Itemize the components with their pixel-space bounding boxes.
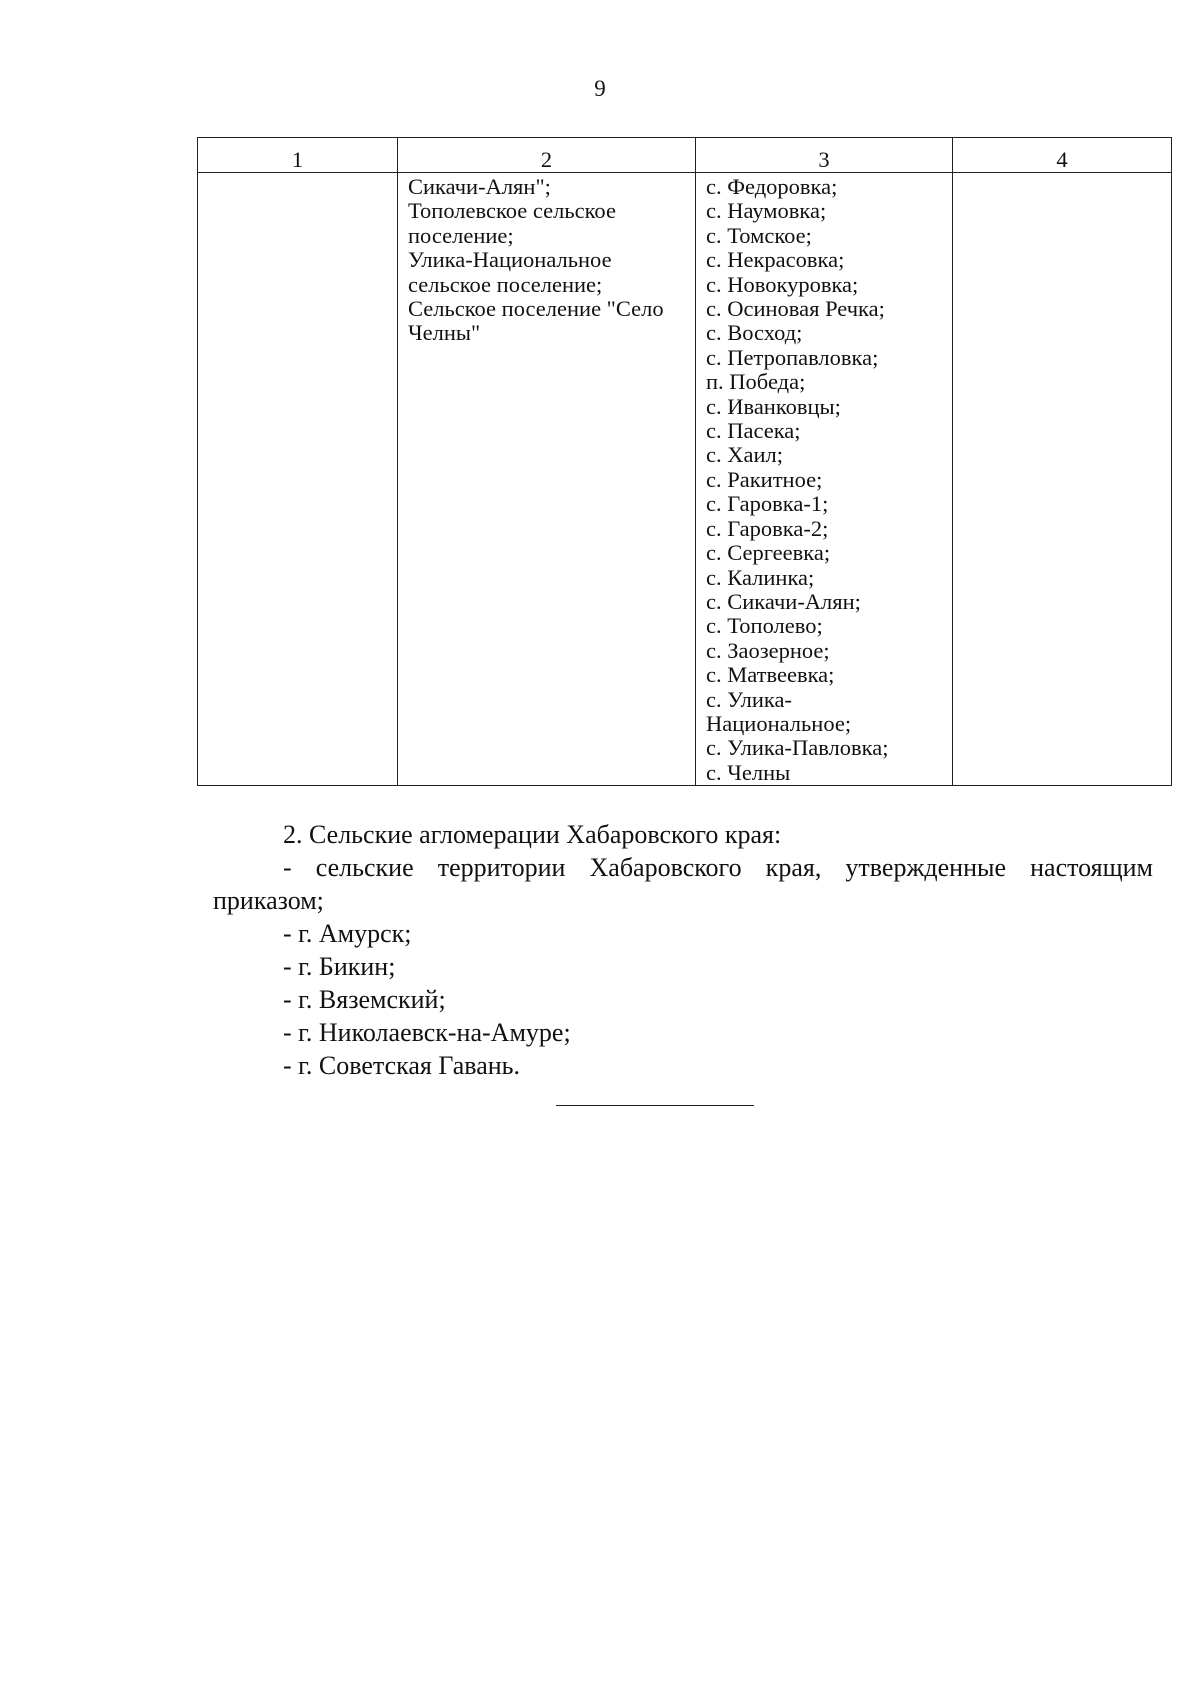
col3-line: с. Иванковцы; [706,393,841,419]
cell-text-col2 [398,173,695,346]
section-heading: 2. Сельские агломерации Хабаровского края: [283,820,782,849]
column-header-2: 2 [398,138,696,173]
table-row [198,173,1172,786]
list-item: - г. Советская Гавань. [283,1051,521,1080]
col3-line: с. Ракитное; [706,466,823,492]
cell-text-col3 [696,173,952,785]
list-item: - г. Вяземский; [283,985,446,1014]
city-list [213,917,1153,1082]
col3-line: с. Некрасовка; [706,247,845,273]
list-item: - г. Николаевск-на-Амуре; [283,1018,571,1047]
column-header-4: 4 [953,138,1172,173]
col3-line: с. Восход; [706,320,803,346]
column-header-3: 3 [696,138,953,173]
col2-line: Тополевское сельское [408,198,616,224]
col3-line: с. Матвеевка; [706,662,835,688]
col3-line: с. Улика- [706,686,792,712]
cell-text-col4 [953,173,1171,175]
col3-line: с. Петропавловка; [706,344,879,370]
end-divider [556,1105,754,1106]
col3-line: с. Тополево; [706,613,823,639]
table-header-row [198,138,1172,173]
page-number: 9 [594,76,606,101]
settlements-table [197,137,1172,786]
table-cell-col1 [198,173,398,786]
table-cell-col3 [696,173,953,786]
col3-line: с. Пасека; [706,418,801,444]
col3-line: с. Заозерное; [706,637,830,663]
col3-line: с. Сикачи-Алян; [706,588,861,614]
col3-line: с. Улика-Павловка; [706,735,889,761]
col3-line: с. Гаровка-2; [706,515,829,541]
col3-line: с. Новокуровка; [706,271,859,297]
col2-line: Улика-Национальное [408,247,612,273]
table-cell-col4 [953,173,1172,786]
col2-line: поселение; [408,222,514,248]
col3-line: с. Гаровка-1; [706,491,829,517]
col3-line: с. Сергеевка; [706,540,831,566]
col3-line: с. Федоровка; [706,174,838,199]
col2-line: сельское поселение; [408,271,603,297]
cell-text-col1 [198,173,397,175]
list-item: - г. Амурск; [283,919,412,948]
section-2 [213,818,1153,1082]
col3-line: с. Калинка; [706,564,815,590]
col3-line: с. Челны [706,759,791,785]
col3-line: с. Томское; [706,222,812,248]
col2-line: Челны" [408,320,481,346]
col2-line: Сельское поселение "Село [408,296,664,322]
list-item: - г. Бикин; [283,952,396,981]
section-intro: - сельские территории Хабаровского края, утвержденные настоящим приказом; [213,853,1153,915]
col2-line: Сикачи-Алян"; [408,174,551,199]
col3-line: с. Наумовка; [706,198,827,224]
table-cell-col2 [398,173,696,786]
col3-line: п. Победа; [706,369,806,395]
col3-line: с. Хаил; [706,442,783,468]
col3-line: Национальное; [706,710,852,736]
col3-line: с. Осиновая Речка; [706,296,885,322]
column-header-1: 1 [198,138,398,173]
